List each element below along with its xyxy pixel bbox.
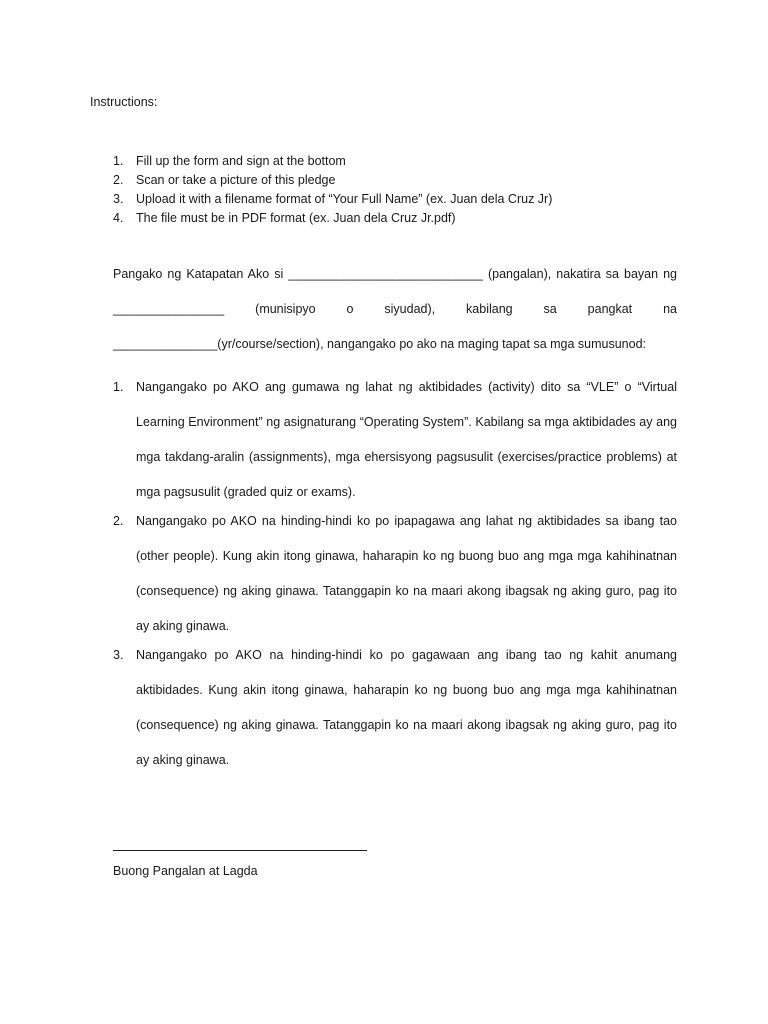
list-item [113,152,673,171]
item-number: 2. [113,514,124,528]
list-text: The file must be in PDF format (ex. Juan dela Cruz Jr.pdf) [136,211,456,225]
item-number: 3. [113,648,124,662]
item-text: Nangangako po AKO na hinding-hindi ko po ipapagawa ang lahat ng aktibidades sa ibang tao (other people). Kung akin itong ginawa, haharapin ko ng buong buo ang mga mga kahihinatnan (consequence) ng aking ginawa. Tatanggapin ko na maari akong ibagsak ng aking guro, pag ito ay aking ginawa. [136,514,677,633]
list-number: 3. [113,192,124,206]
pledge-line-1: Pangako ng Katapatan Ako si ____________________________ (pangalan), nakatira sa bayan ng [113,267,677,281]
list-number: 2. [113,173,124,187]
list-text: Upload it with a filename format of “Your Full Name” (ex. Juan dela Cruz Jr) [136,192,553,206]
list-text: Scan or take a picture of this pledge [136,173,336,187]
item-text: Nangangako po AKO na hinding-hindi ko po gagawaan ang ibang tao ng kahit anumang aktibidades. Kung akin itong ginawa, haharapin ko ng buong buo ang mga mga kahihinatnan (consequence) ng aking ginawa. Tatanggapin ko na maari akong ibagsak ng aking guro, pag ito ay aking ginawa. [136,648,677,767]
signature-line [113,850,367,851]
list-item [113,171,673,190]
list-item [113,209,673,228]
list-text: Fill up the form and sign at the bottom [136,154,346,168]
list-number: 1. [113,154,124,168]
pledge-item [113,644,677,778]
instructions-heading: Instructions: [90,95,158,109]
pledge-item [113,376,677,510]
list-item [113,190,673,209]
pledge-item [113,510,677,644]
pledge-line-2: ________________ (munisipyo o siyudad), kabilang sa pangkat na [113,302,677,316]
instructions-list [113,152,673,228]
list-number: 4. [113,211,124,225]
item-text: Nangangako po AKO ang gumawa ng lahat ng aktibidades (activity) dito sa “VLE” o “Virtual Learning Environment” ng asignaturang “Operating System”. Kabilang sa mga aktibidades ay ang mga takdang-aralin (assignments), mga ehersisyong pagsusulit (exercises/practice problems) at mga pagsusulit (graded quiz or exams). [136,380,677,499]
signature-caption: Buong Pangalan at Lagda [113,864,258,878]
item-number: 1. [113,380,124,394]
pledge-items-list [113,376,677,778]
pledge-line-3: _______________(yr/course/section), nangangako po ako na maging tapat sa mga sumusunod: [113,337,647,351]
